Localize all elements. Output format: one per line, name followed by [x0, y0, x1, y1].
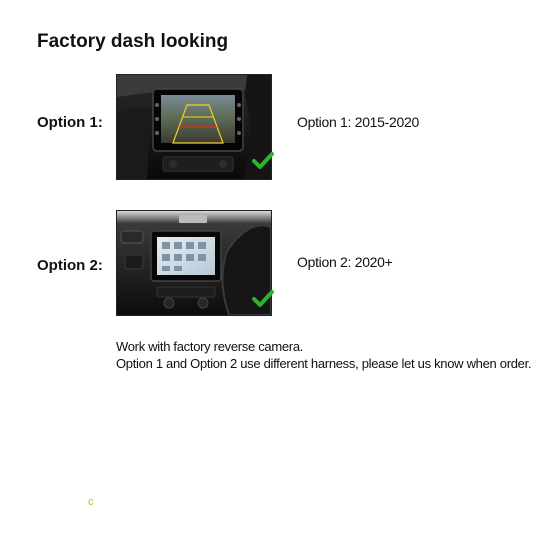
- note-line-1: Work with factory reverse camera.: [116, 339, 304, 354]
- page-title: Factory dash looking: [37, 31, 229, 52]
- option-2-check-icon: [252, 290, 274, 308]
- option-2-label: Option 2:: [37, 257, 103, 274]
- notes-block: [116, 338, 531, 372]
- option-1-check-icon: [252, 152, 274, 170]
- option-1-image: [116, 74, 272, 180]
- note-line-2: Option 1 and Option 2 use different harness, please let us know when order.: [116, 356, 532, 371]
- option-1-description: Option 1: 2015-2020: [297, 114, 419, 130]
- option-2-description: Option 2: 2020+: [297, 254, 393, 270]
- corner-mark: c: [88, 496, 94, 508]
- option-1-dashboard-photo: [117, 75, 271, 179]
- option-2-dashboard-photo: [117, 211, 271, 315]
- option-1-label: Option 1:: [37, 114, 103, 131]
- option-2-image: [116, 210, 272, 316]
